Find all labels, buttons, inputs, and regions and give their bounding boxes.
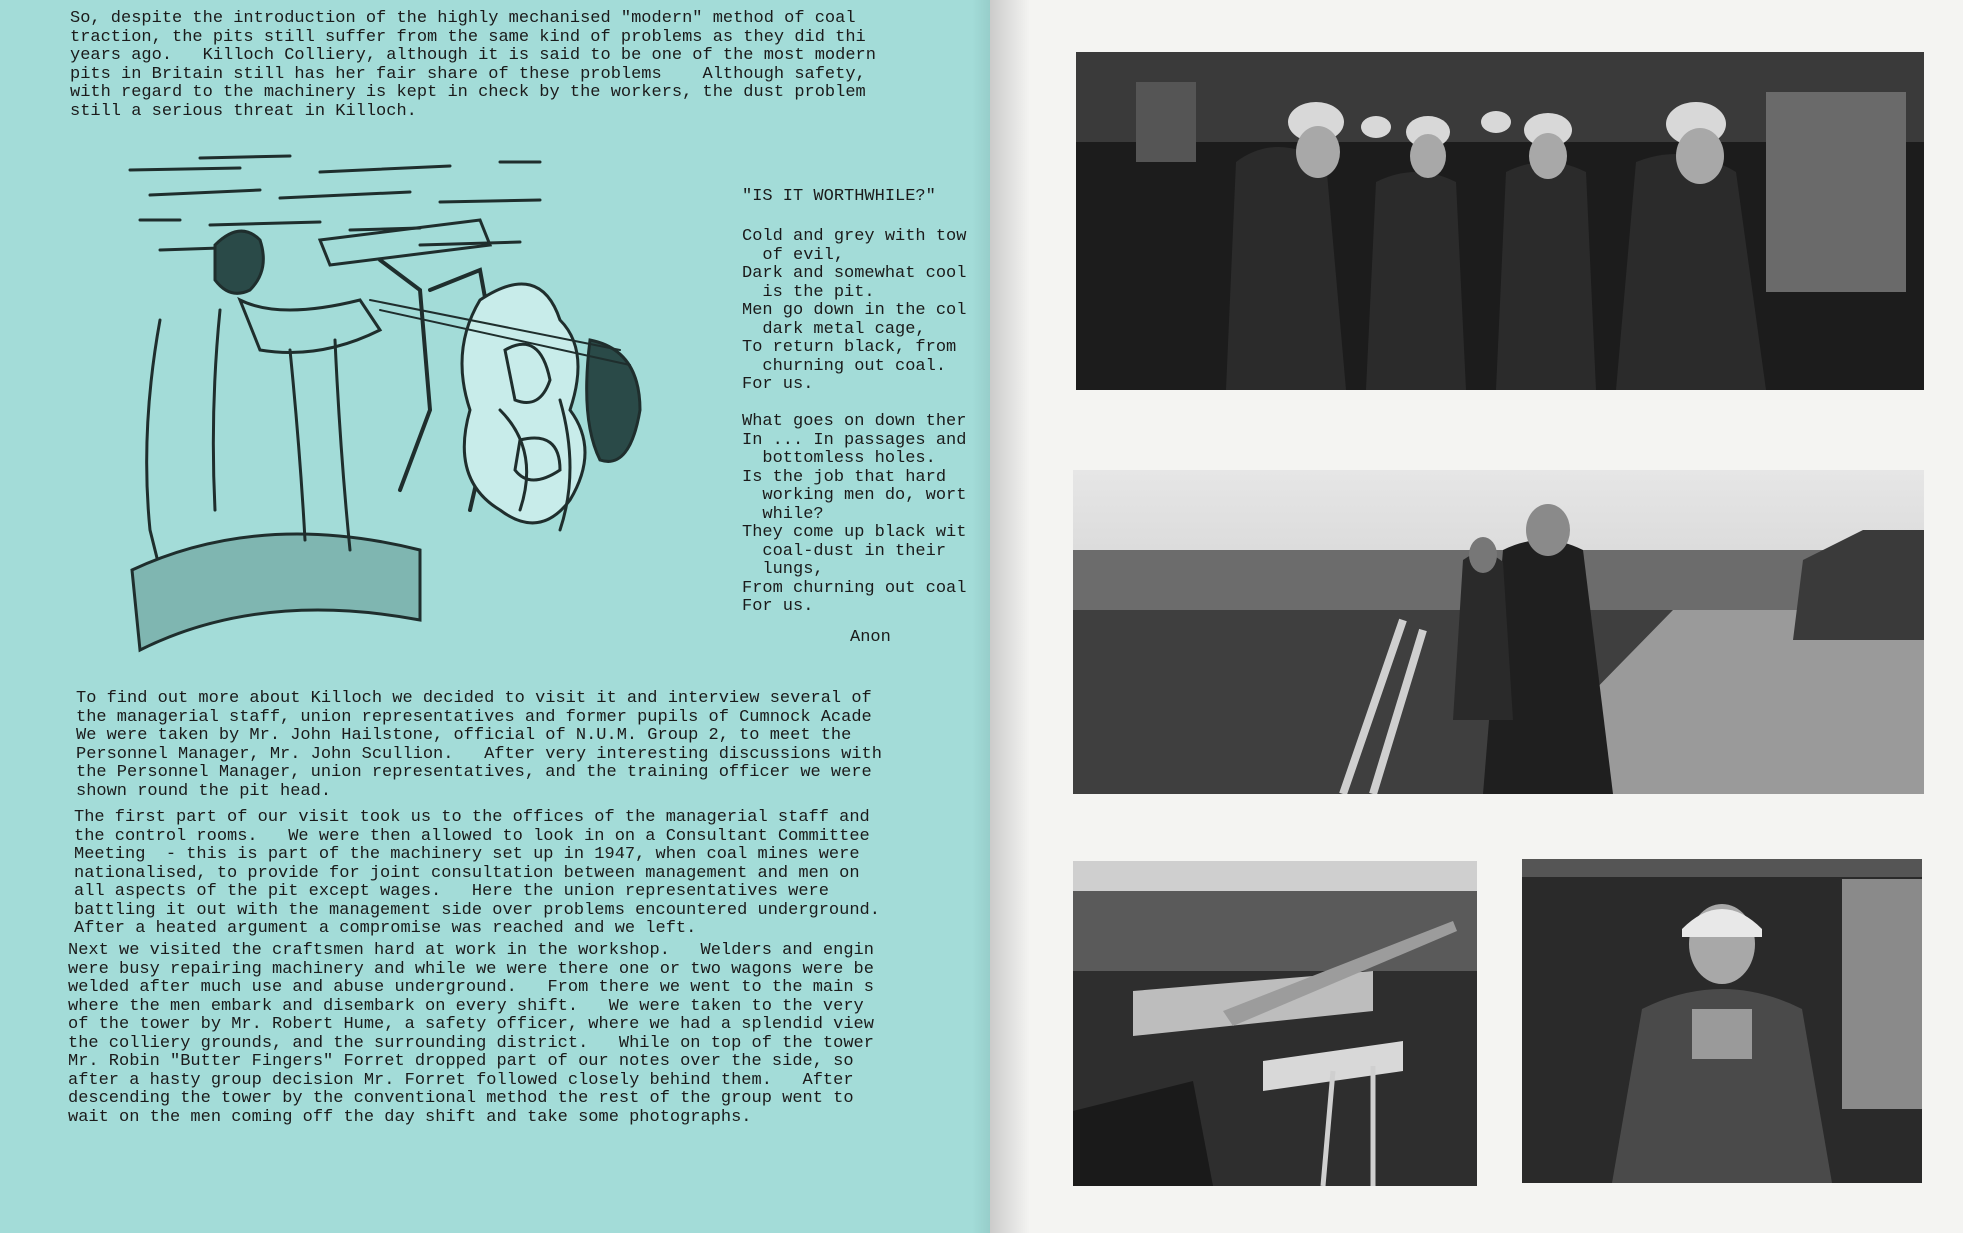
poem-author: Anon (850, 628, 891, 647)
paragraph-line: the colliery grounds, and the surrounding district. While on top of the tower (68, 1033, 874, 1053)
paragraph-line: welded after much use and abuse underground. From there we went to the main s (68, 978, 874, 997)
paragraph-line: The first part of our visit took us to the offices of the managerial staff and (74, 808, 870, 827)
poem-title: "IS IT WORTHWHILE?" (742, 187, 936, 206)
paragraph-line: were busy repairing machinery and while we were there one or two wagons were be (68, 959, 874, 979)
poem-line: From churning out coal (742, 578, 967, 598)
paragraph-line: Next we visited the craftsmen hard at work in the workshop. Welders and engin (68, 941, 874, 960)
paragraph-line: wait on the men coming off the day shift and take some photographs. (68, 1107, 752, 1127)
intro-line: traction, the pits still suffer from the same kind of problems as they did thi (70, 27, 866, 47)
poem-line: lungs, (742, 560, 824, 579)
paragraph-line: the managerial staff, union representatives and former pupils of Cumnock Acade (76, 707, 872, 727)
paragraph-line: descending the tower by the conventional method the rest of the group went to (68, 1089, 854, 1108)
gutter-shadow (990, 0, 1030, 1233)
poem-body (742, 228, 966, 617)
poem-line: For us. (742, 375, 814, 394)
paragraph-line: After a heated argument a compromise was reached and we left. (74, 919, 697, 938)
poem-line: For us. (742, 597, 814, 616)
intro-line: still a serious threat in Killoch. (70, 101, 417, 121)
visit-paragraph (76, 690, 882, 801)
paragraph-line: battling it out with the management side over problems encountered underground. (74, 900, 880, 920)
paragraph-line: the control rooms. We were then allowed to look in on a Consultant Committee (74, 826, 870, 846)
photo-miner-portrait (1522, 859, 1922, 1183)
poem-line: To return black, from (742, 338, 957, 357)
poem-line: What goes on down ther (742, 412, 967, 431)
poem-line: coal-dust in their (742, 541, 947, 561)
poem-line: In ... In passages and (742, 430, 967, 450)
poem-line: Is the job that hard (742, 467, 947, 487)
intro-line: pits in Britain still has her fair share of these problems Although safety, (70, 64, 866, 84)
poem-line: Cold and grey with tow (742, 227, 967, 246)
photo-miners-group (1076, 52, 1924, 390)
poem-line: working men do, wort (742, 486, 967, 505)
poem-line: Dark and somewhat cool (742, 264, 967, 283)
paragraph-line: of the tower by Mr. Robert Hume, a safety officer, where we had a splendid view (68, 1015, 874, 1034)
miner-drilling-illustration (120, 150, 700, 670)
paragraph-line: We were taken by Mr. John Hailstone, official of N.U.M. Group 2, to meet the (76, 726, 852, 745)
poem-line: while? (742, 504, 824, 524)
paragraph-line: the Personnel Manager, union representatives, and the training officer we were (76, 763, 872, 782)
paragraph-line: where the men embark and disembark on every shift. We were taken to the very (68, 996, 864, 1016)
intro-paragraph (70, 10, 876, 121)
poem-line: bottomless holes. (742, 449, 936, 468)
paragraph-line: all aspects of the pit except wages. Here the union representatives were (74, 882, 829, 901)
poem-line: dark metal cage, (742, 319, 926, 339)
paragraph-line: Mr. Robin "Butter Fingers" Forret dropped part of our notes over the side, so (68, 1052, 854, 1071)
poem-line: Men go down in the col (742, 301, 967, 320)
photo-colliery-aerial (1073, 861, 1477, 1186)
poem-line: They come up black wit (742, 523, 967, 542)
paragraph-line: To find out more about Killoch we decided to visit it and interview several of (76, 689, 872, 708)
intro-line: years ago. Killoch Colliery, although it is said to be one of the most modern (70, 46, 876, 65)
poem-line: churning out coal. (742, 356, 947, 376)
visit-paragraph (74, 809, 880, 939)
intro-line: with regard to the machinery is kept in check by the workers, the dust problem (70, 83, 866, 102)
paragraph-line: nationalised, to provide for joint consultation between management and men on (74, 863, 860, 883)
poem-line: of evil, (742, 245, 845, 265)
paragraph-line: Personnel Manager, Mr. John Scullion. After very interesting discussions with (76, 744, 882, 764)
visit-paragraph (68, 942, 874, 1127)
paragraph-line: Meeting - this is part of the machinery set up in 1947, when coal mines were (74, 845, 860, 864)
intro-line: So, despite the introduction of the highly mechanised "modern" method of coal (70, 9, 856, 28)
paragraph-line: after a hasty group decision Mr. Forret followed closely behind them. After (68, 1070, 854, 1090)
poem-line: is the pit. (742, 282, 875, 302)
photo-tower-top (1073, 470, 1924, 794)
paragraph-line: shown round the pit head. (76, 781, 332, 801)
